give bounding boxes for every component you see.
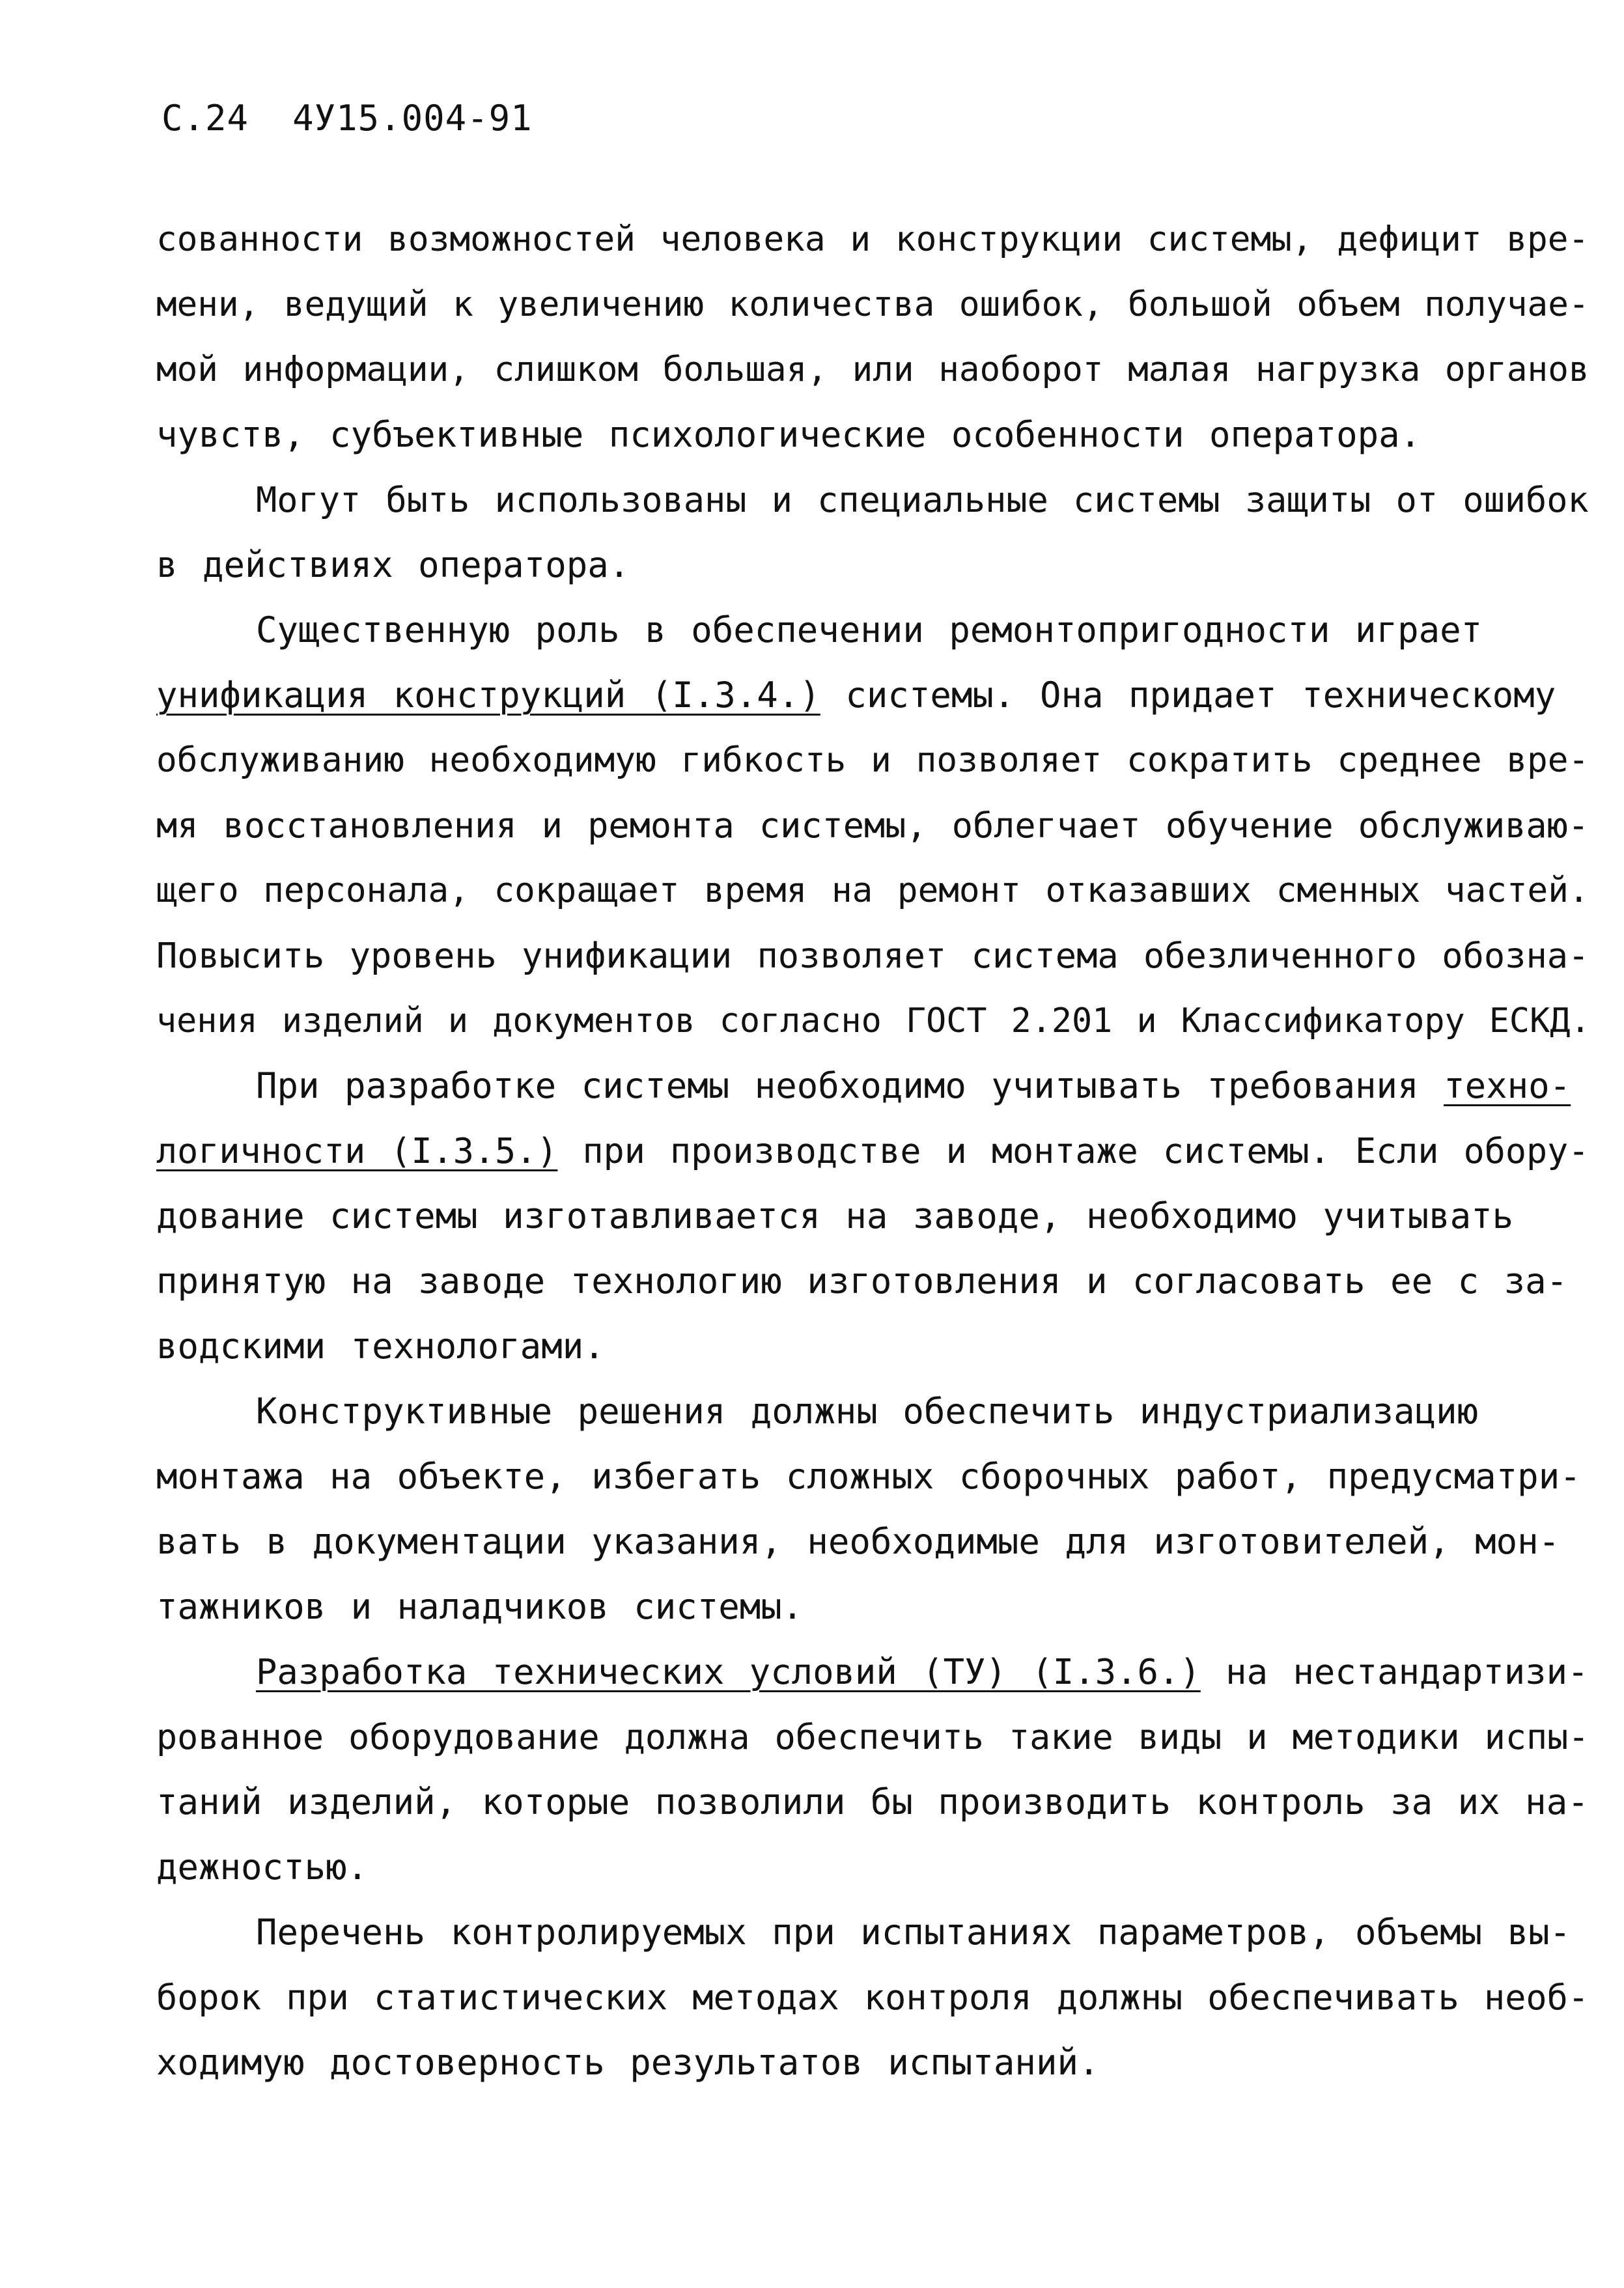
text-line: щего персонала, сокращает время на ремонт отказавших сменных частей. <box>156 871 1589 910</box>
text-line: вать в документации указания, необходимые для изготовителей, мон- <box>156 1521 1560 1562</box>
text-line: чения изделий и документов согласно ГОСТ 2.201 и Классификатору ЕСКД. <box>156 1001 1591 1040</box>
underlined-term: техно- <box>1444 1065 1571 1106</box>
text-line: обслуживанию необходимую гибкость и позволяет сократить среднее вре- <box>156 740 1589 780</box>
text-line: таний изделий, которые позволили бы производить контроль за их на- <box>156 1781 1589 1822</box>
text-line: водскими технологами. <box>156 1326 605 1367</box>
text-line: тажников и наладчиков системы. <box>156 1586 804 1627</box>
text-line: Могут быть использованы и специальные системы защиты от ошибок <box>256 479 1589 520</box>
text-line: чувств, субъективные психологические особенности оператора. <box>156 414 1421 455</box>
text-line: мой информации, слишком большая, или наоборот малая нагрузка органов <box>156 350 1589 389</box>
body-text <box>156 207 1589 2095</box>
text-line: Разработка технических условий (ТУ) (I.3.6.) на нестандартизи- <box>256 1651 1589 1692</box>
page-header <box>161 98 533 139</box>
text-line: принятую на заводе технологию изготовления и согласовать ее с за- <box>156 1261 1568 1302</box>
document-code: 4У15.004-91 <box>292 98 533 139</box>
text-line: ходимую достоверность результатов испытаний. <box>156 2042 1100 2083</box>
text-line: логичности (I.3.5.) при производстве и монтаже системы. Если обору- <box>156 1130 1589 1171</box>
underlined-term: унификация конструкций (I.3.4.) <box>156 675 820 716</box>
text-line: в действиях оператора. <box>156 544 630 585</box>
text-line: При разработке системы необходимо учитывать требования техно- <box>256 1065 1571 1106</box>
text-line: монтажа на объекте, избегать сложных сборочных работ, предусматри- <box>156 1456 1581 1497</box>
text-line: Существенную роль в обеспечении ремонтопригодности играет <box>256 609 1483 650</box>
text-line: унификация конструкций (I.3.4.) системы. Она придает техническому <box>156 675 1556 716</box>
text-line: дежностью. <box>156 1847 369 1888</box>
page-number: С.24 <box>161 98 249 139</box>
text-line: Повысить уровень унификации позволяет система обезличенного обозна- <box>156 935 1589 976</box>
text-line: сованности возможностей человека и конструкции системы, дефицит вре- <box>156 219 1589 259</box>
text-line: рованное оборудование должна обеспечить такие виды и методики испы- <box>156 1716 1589 1757</box>
text-line: мени, ведущий к увеличению количества ошибок, большой объем получае- <box>156 285 1589 324</box>
text-line: Перечень контролируемых при испытаниях параметров, объемы вы- <box>256 1912 1571 1953</box>
text-line: мя восстановления и ремонта системы, облегчает обучение обслуживаю- <box>156 805 1589 846</box>
text-line: дование системы изготавливается на заводе, необходимо учитывать <box>156 1195 1514 1236</box>
text-line: борок при статистических методах контроля должны обеспечивать необ- <box>156 1977 1589 2018</box>
text-line: Конструктивные решения должны обеспечить индустриализацию <box>256 1391 1479 1432</box>
underlined-term: логичности (I.3.5.) <box>156 1130 558 1171</box>
underlined-term: Разработка технических условий (ТУ) (I.3.6.) <box>256 1651 1201 1692</box>
